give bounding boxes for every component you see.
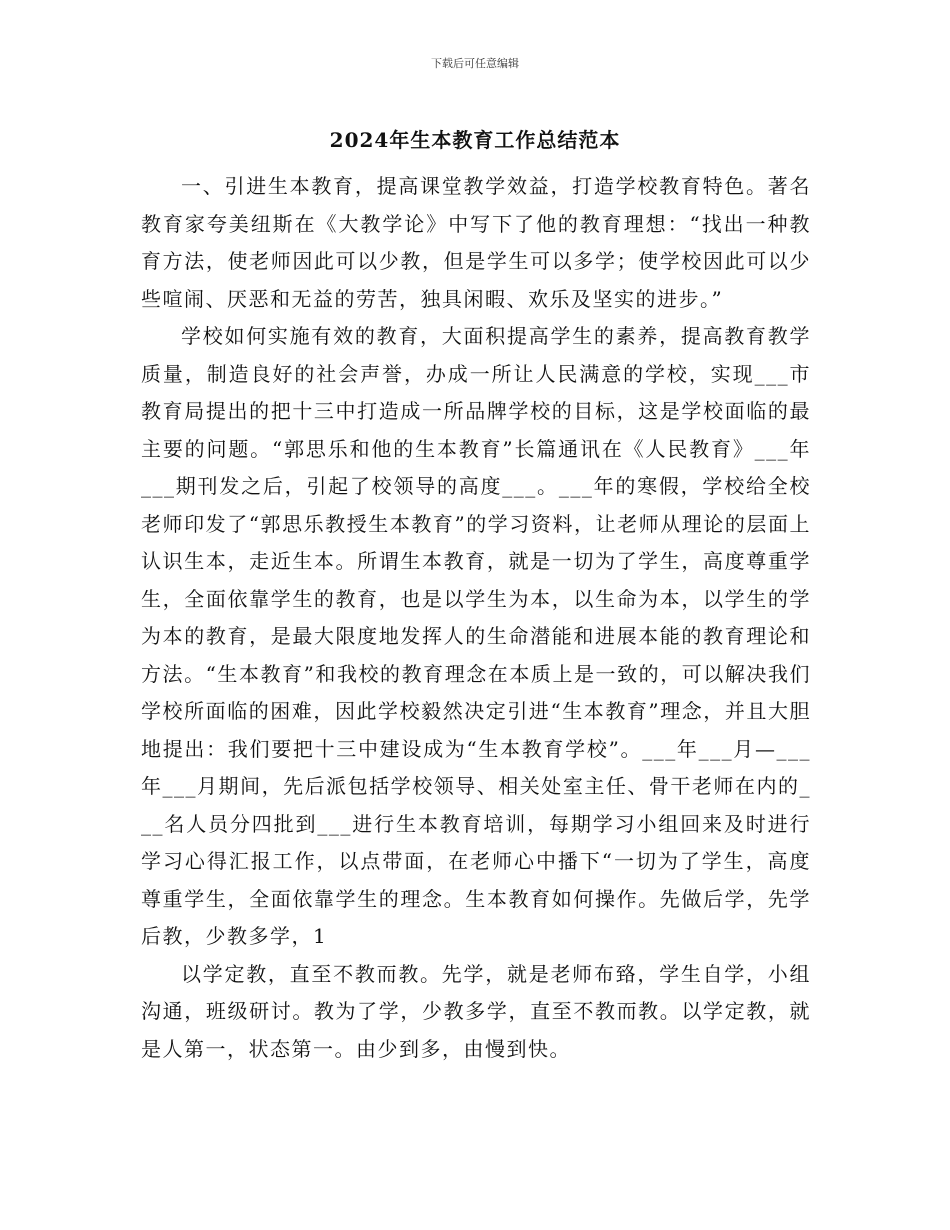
download-note: 下载后可任意编辑	[431, 57, 519, 70]
paragraph-intro: 一、引进生本教育，提高课堂教学效益，打造学校教育特色。著名教育家夸美纽斯在《大教学论》中写下了他的教育理想：“找出一种教育方法，使老师因此可以少教，但是学生可以多学；使学校因此可以少些喧闹、厌恶和无益的劳苦，独具闲暇、欢乐及坚实的进步。”	[141, 174, 811, 311]
paragraph-implementation: 学校如何实施有效的教育，大面积提高学生的素养，提高教育教学质量，制造良好的社会声誉，办成一所让人民满意的学校，实现___市教育局提出的把十三中打造成一所品牌学校的目标，这是学校面临的最主要的问题。“郭思乐和他的生本教育”长篇通讯在《人民教育》___年___期刊发之后，引起了校领导的高度___。___年的寒假，学校给全校老师印发了“郭思乐教授生本教育”的学习资料，让老师从理论的层面上认识生本，走近生本。所谓生本教育，就是一切为了学生，高度尊重学生，全面依靠学生的教育，也是以学生为本，以生命为本，以学生的学为本的教育，是最大限度地发挥人的生命潜能和进展本能的教育理论和方法。“生本教育”和我校的教育理念在本质上是一致的，可以解决我们学校所面临的困难，因此学校毅然决定引进“生本教育”理念，并且大胆地提出：我们要把十三中建设成为“生本教育学校”。___年___月—___年___月期间，先后派包括学校领导、相关处室主任、骨干老师在内的___名人员分四批到___进行生本教育培训，每期学习小组回来及时进行学习心得汇报工作，以点带面，在老师心中播下“一切为了学生，高度尊重学生，全面依靠学生的理念。生本教育如何操作。先做后学，先学后教，少教多学，1	[141, 324, 811, 948]
paragraph-method: 以学定教，直至不教而教。先学，就是老师布臵，学生自学，小组沟通，班级研讨。教为了学，少教多学，直至不教而教。以学定教，就是人第一，状态第一。由少到多，由慢到快。	[141, 961, 811, 1061]
document-body	[141, 168, 811, 1068]
document-title: 2024年生本教育工作总结范本	[329, 128, 621, 152]
